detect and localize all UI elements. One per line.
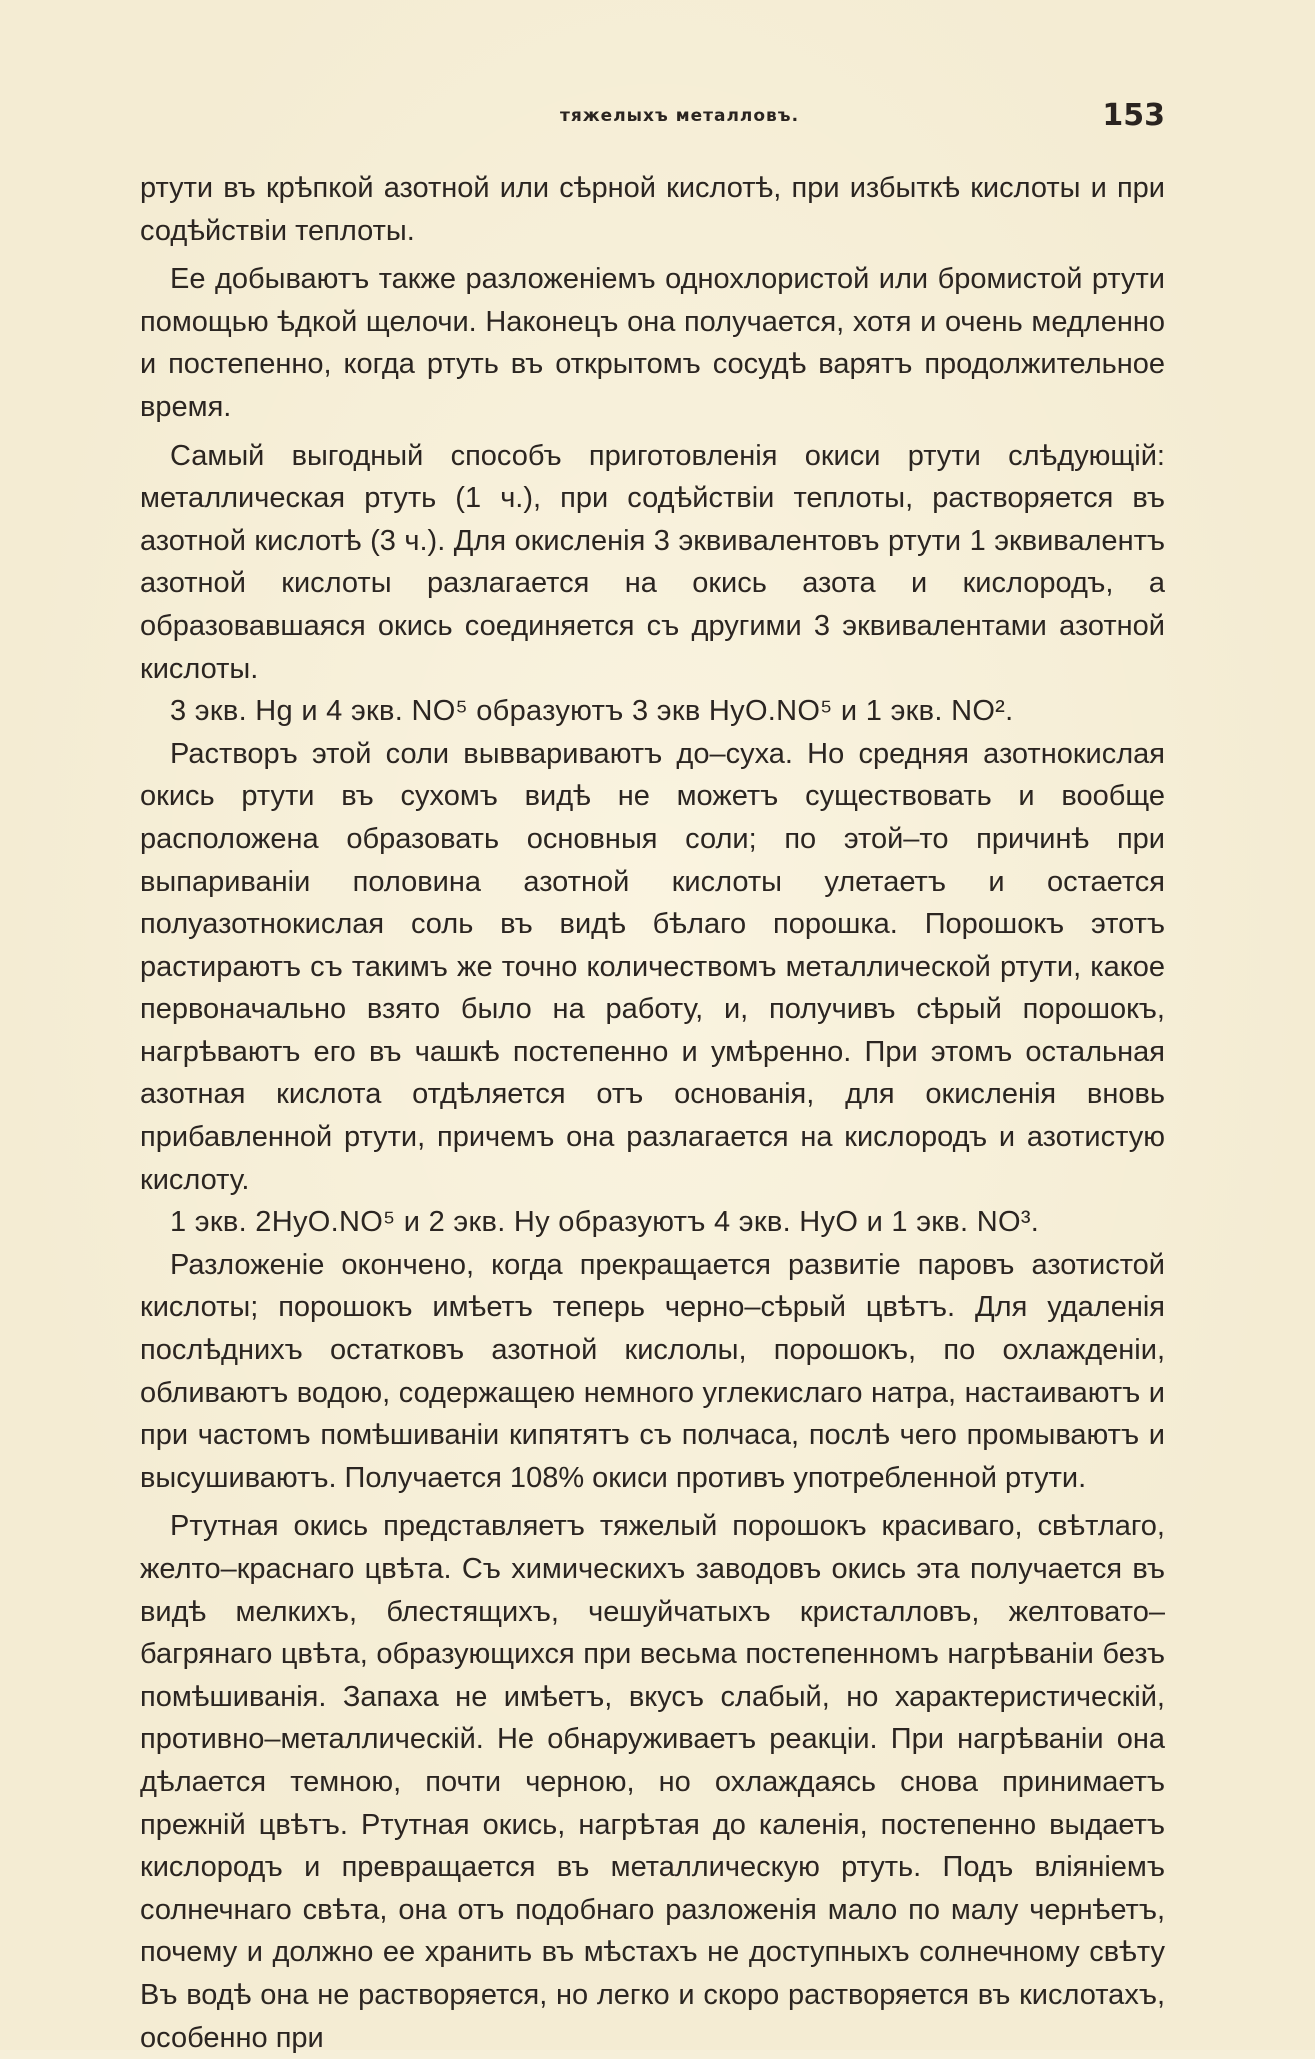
paragraph: Разложеніе окончено, когда прекращается развитіе паровъ азотистой кислоты; порошокъ имѣетъ теперь черно–сѣрый цвѣтъ. Для удаленія послѣднихъ остатковъ азотной кислолы, порошокъ, по охлажденіи, обливаютъ водою, содержащею немного углекислаго натра, настаиваютъ и при частомъ помѣшиваніи кипятятъ съ полчаса, послѣ чего промываютъ и высушиваютъ. Получается 108% окиси противъ употребленной ртути. xyxy=(140,1248,1165,1494)
running-head xyxy=(140,98,1165,138)
running-title: тяжелыхъ металловъ. xyxy=(560,106,800,126)
body-text xyxy=(140,167,1165,2059)
paragraph-continuation: ртути въ крѣпкой азотной или сѣрной кислотѣ, при избыткѣ кислоты и при содѣйствіи теплоты. xyxy=(140,172,1165,247)
paragraph: Ее добываютъ также разложеніемъ однохлористой или бромистой ртути помощью ѣдкой щелочи. Наконецъ она получается, хотя и очень медленно и постепенно, когда ртуть въ открытомъ сосудѣ варятъ продолжительное время. xyxy=(140,263,1165,423)
chemical-equation: 1 экв. 2HуO.NO⁵ и 2 экв. Hу образуютъ 4 экв. HуO и 1 экв. NO³. xyxy=(170,1206,1040,1239)
chemical-equation: 3 экв. Hg и 4 экв. NO⁵ образуютъ 3 экв HуO.NO⁵ и 1 экв. NO². xyxy=(170,695,1014,728)
page-number: 153 xyxy=(1102,98,1165,133)
paragraph: Растворъ этой соли выввариваютъ до–суха. Но средняя азотнокислая окись ртути въ сухомъ видѣ не можетъ существовать и вообще расположена образовать основныя соли; по этой–то причинѣ при выпариваніи половина азотной кислоты улетаетъ и остается полуазотнокислая соль въ видѣ бѣлаго порошка. Порошокъ этотъ растираютъ съ такимъ же точно количествомъ металлической ртути, какое первоначально взято было на работу, и, получивъ сѣрый порошокъ, нагрѣваютъ его въ чашкѣ постепенно и умѣренно. При этомъ остальная азотная кислота отдѣляется отъ основанія, для окисленія вновь прибавленной ртути, причемъ она разлагается на кислородъ и азотистую кислоту. xyxy=(140,737,1165,1196)
paragraph: Самый выгодный способъ приготовленія окиси ртути слѣдующій: металлическая ртуть (1 ч.), при содѣйствіи теплоты, растворяется въ азотной кислотѣ (3 ч.). Для окисленія 3 эквивалентовъ ртути 1 эквивалентъ азотной кислоты разлагается на окись азота и кислородъ, а образовавшаяся окись соединяется съ другими 3 эквивалентами азотной кислоты. xyxy=(140,439,1165,685)
paragraph: Ртутная окись представляетъ тяжелый порошокъ красиваго, свѣтлаго, желто–краснаго цвѣта. Съ химическихъ заводовъ окись эта получается въ видѣ мелкихъ, блестящихъ, чешуйчатыхъ кристалловъ, желтовато–багрянаго цвѣта, образующихся при весьма постепенномъ нагрѣваніи безъ помѣшиванія. Запаха не имѣетъ, вкусъ слабый, но характеристическій, противно–металлическій. Не обнаруживаетъ реакціи. При нагрѣваніи она дѣлается темною, почти черною, но охлаждаясь снова принимаетъ прежній цвѣтъ. Ртутная окись, нагрѣтая до каленія, постепенно выдаетъ кислородъ и превращается въ металлическую ртуть. Подъ вліяніемъ солнечнаго свѣта, она отъ подобнаго разложенія мало по малу чернѣетъ, почему и должно ее хранить въ мѣстахъ не доступныхъ солнечному свѣту Въ водѣ она не растворяется, но легко и скоро растворяется въ кислотахъ, особенно при xyxy=(140,1510,1165,2054)
